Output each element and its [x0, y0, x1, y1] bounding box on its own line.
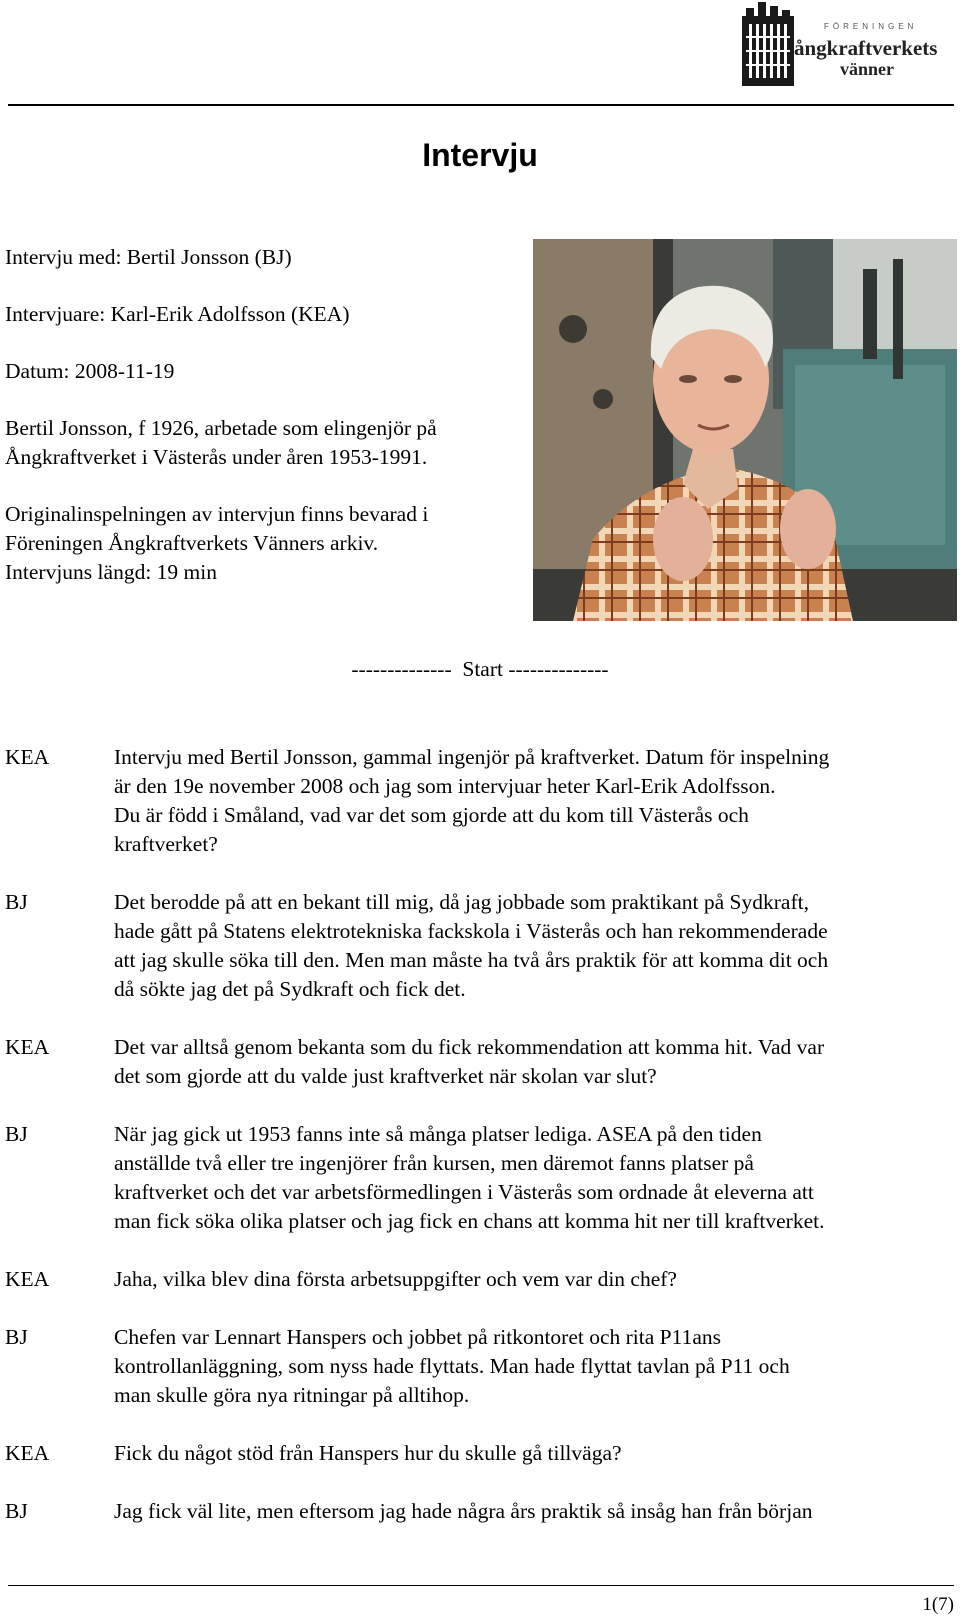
- association-logo: [740, 0, 958, 86]
- interviewee-line: Intervju med: Bertil Jonsson (BJ): [5, 245, 292, 269]
- footer-rule: [8, 1585, 954, 1586]
- logo-name-line2: vänner: [840, 59, 894, 79]
- interviewer-line: Intervjuare: Karl-Erik Adolfsson (KEA): [5, 302, 350, 326]
- header-rule: [8, 104, 954, 106]
- speaker-label: BJ: [5, 890, 28, 914]
- document-title: Intervju: [422, 137, 538, 173]
- logo-subtitle: FÖRENINGEN: [824, 22, 918, 31]
- utterance-text: Jaha, vilka blev dina första arbetsuppgifter och vem var din chef?: [114, 1267, 677, 1291]
- interviewee-photo: [533, 239, 957, 621]
- date-line: Datum: 2008-11-19: [5, 359, 175, 383]
- biography-text: Bertil Jonsson, f 1926, arbetade som elingenjör på Ångkraftverket i Västerås under åren 1953-1991.: [5, 416, 437, 469]
- utterance-text: Chefen var Lennart Hanspers och jobbet på ritkontoret och rita P11ans kontrollanläggning, som nyss hade flyttats. Man hade flyttat tavlan på P11 och man skulle göra nya ritningar på alltihop.: [114, 1325, 790, 1407]
- interview-length: Intervjuns längd: 19 min: [5, 560, 217, 584]
- speaker-label: KEA: [5, 745, 50, 769]
- logo-name-line1: ångkraftverkets: [794, 36, 938, 60]
- archive-note: Originalinspelningen av intervjun finns bevarad i Föreningen Ångkraftverkets Vänners arkiv.: [5, 502, 429, 555]
- utterance-text: Det berodde på att en bekant till mig, då jag jobbade som praktikant på Sydkraft, hade gått på Statens elektrotekniska fackskola i Västerås och han rekommenderade att jag skulle söka till den. Men man måste ha två års praktik för att komma dit och då sökte jag det på Sydkraft och fick det.: [114, 890, 829, 1001]
- start-marker: -------------- Start --------------: [351, 657, 609, 681]
- speaker-label: KEA: [5, 1441, 50, 1465]
- utterance-text: Fick du något stöd från Hanspers hur du skulle gå tillväga?: [114, 1441, 622, 1465]
- utterance-text: Intervju med Bertil Jonsson, gammal ingenjör på kraftverket. Datum för inspelning är den 19e november 2008 och jag som intervjuar heter Karl-Erik Adolfsson. Du är född i Småland, vad var det som gjorde att du kom till Västerås och kraftverket?: [114, 745, 830, 856]
- page-number: 1(7): [922, 1594, 954, 1615]
- speaker-label: BJ: [5, 1122, 28, 1146]
- speaker-label: KEA: [5, 1267, 50, 1291]
- utterance-text: När jag gick ut 1953 fanns inte så många platser lediga. ASEA på den tiden anställde två eller tre ingenjörer från kursen, men däremot fanns platser på kraftverket och det var arbetsförmedlingen i Västerås som ordnade åt eleverna att man fick söka olika platser och jag fick en chans att komma hit ner till kraftverket.: [114, 1122, 825, 1233]
- utterance-text: Det var alltså genom bekanta som du fick rekommendation att komma hit. Vad var det som gjorde att du valde just kraftverket när skolan var slut?: [114, 1035, 825, 1088]
- power-plant-logo-icon: [742, 0, 794, 86]
- speaker-label: BJ: [5, 1499, 28, 1523]
- speaker-label: BJ: [5, 1325, 28, 1349]
- speaker-label: KEA: [5, 1035, 50, 1059]
- utterance-text: Jag fick väl lite, men eftersom jag hade några års praktik så insåg han från början: [114, 1499, 813, 1523]
